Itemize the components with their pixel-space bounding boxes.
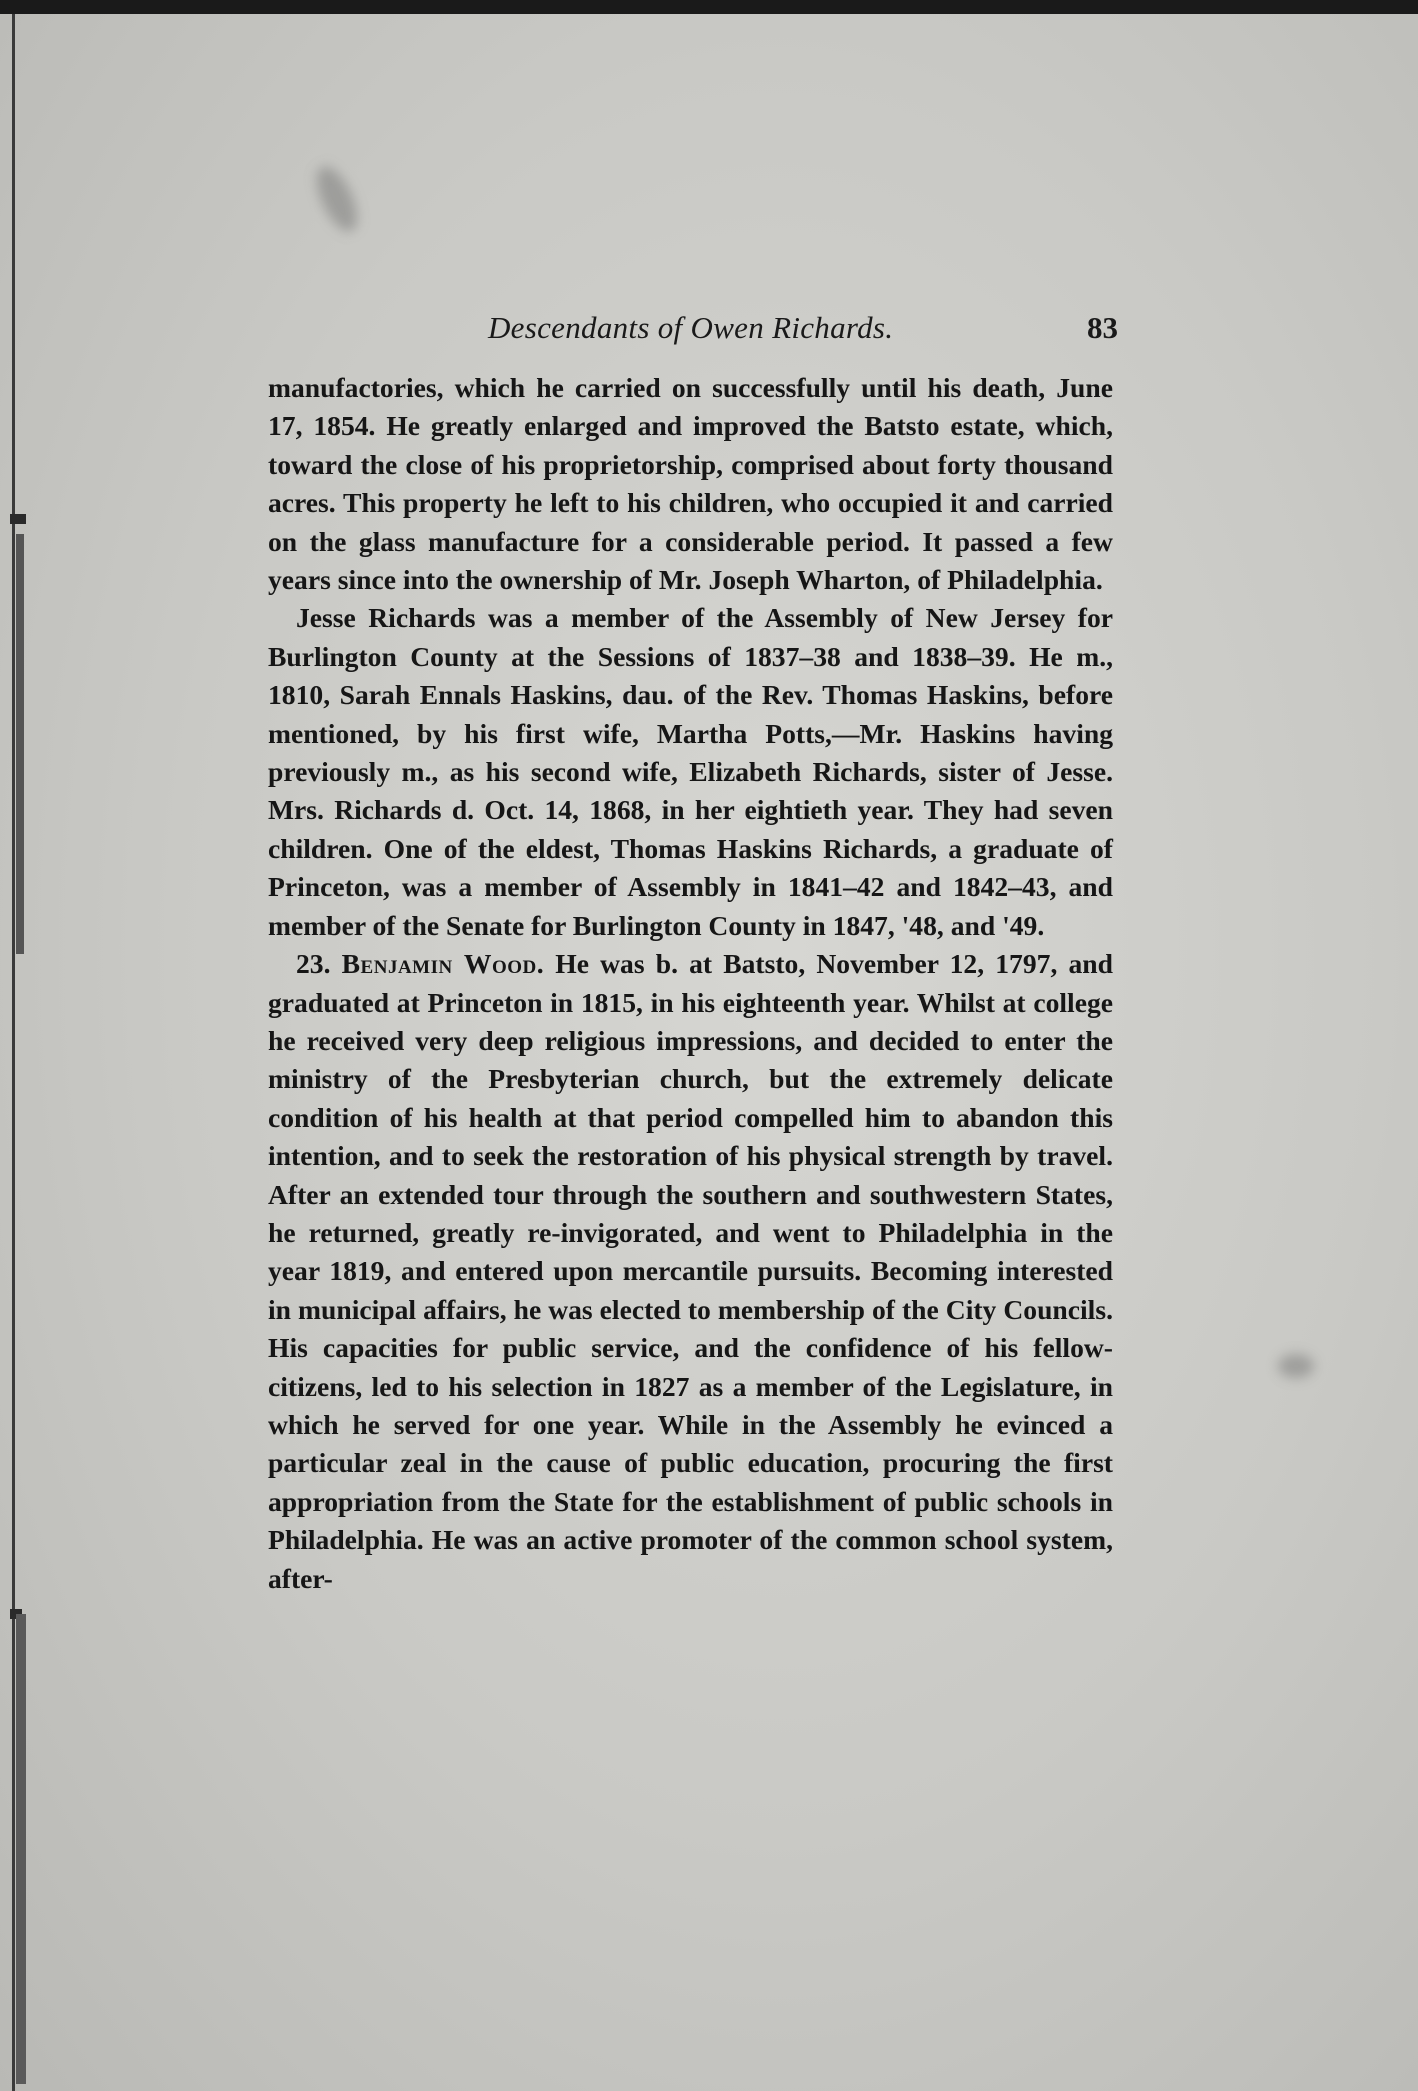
paragraph-1: manufactories, which he carried on successfully until his death, June 17, 1854. He greatly enlarged and improved the Batsto estate, which, toward the close of his proprietorship, comprised about forty thousand acres. This property he left to his children, who occupied it and carried on the glass manufacture for a considerable period. It passed a few years since into the ownership of Mr. Joseph Wharton, of Philadelphia. (268, 372, 1113, 596)
book-page (0, 14, 1418, 2091)
paragraph-3 (268, 945, 1113, 1598)
binding-shadow (16, 534, 24, 954)
page-number: 83 (1087, 310, 1118, 345)
binding-shadow (16, 1614, 26, 2084)
ink-smudge (1278, 1354, 1314, 1378)
binding-mark (10, 514, 26, 524)
running-title: Descendants of Owen Richards. (488, 310, 894, 345)
entry-name: Benjamin Wood. (341, 948, 545, 980)
entry-text: He was b. at Batsto, November 12, 1797, and graduated at Princeton in 1815, in his eighteenth year. Whilst at college he received very deep religious impressions, and decided to enter the ministry of the Presbyterian church, but the extremely delicate condition of his health at that period compelled him to abandon this intention, and to seek the restoration of his physical strength by travel. After an extended tour through the southern and southwestern States, he returned, greatly re-invigorated, and went to Philadelphia in the year 1819, and entered upon mercantile pursuits. Becoming interested in municipal affairs, he was elected to membership of the City Councils. His capacities for public service, and the confidence of his fellow-citizens, led to his selection in 1827 as a member of the Legislature, in which he served for one year. While in the Assembly he evinced a particular zeal in the cause of public education, procuring the first appropriation from the State for the establishment of public schools in Philadelphia. He was an active promoter of the common school system, after- (268, 948, 1113, 1594)
binding-edge (12, 14, 15, 2091)
entry-number: 23. (296, 948, 331, 980)
paragraph-2: Jesse Richards was a member of the Assembly of New Jersey for Burlington County at the Sessions of 1837–38 and 1838–39. He m., 1810, Sarah Ennals Haskins, dau. of the Rev. Thomas Haskins, before mentioned, by his first wife, Martha Potts,—Mr. Haskins having previously m., as his second wife, Elizabeth Richards, sister of Jesse. Mrs. Richards d. Oct. 14, 1868, in her eightieth year. They had seven children. One of the eldest, Thomas Haskins Richards, a graduate of Princeton, was a member of Assembly in 1841–42 and 1842–43, and member of the Senate for Burlington County in 1847, '48, and '49. (268, 602, 1113, 941)
running-head (270, 310, 1122, 350)
body-text (268, 369, 1113, 1598)
ink-smudge (309, 161, 366, 237)
